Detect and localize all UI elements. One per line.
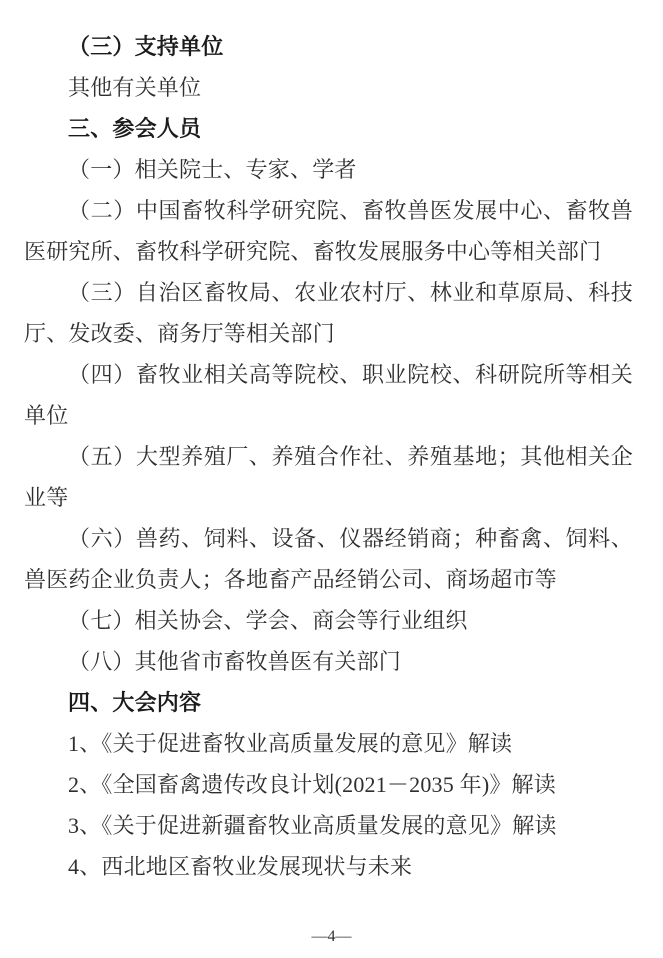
paragraph-attendees-2: （二）中国畜牧科学研究院、畜牧兽医发展中心、畜牧兽医研究所、畜牧科学研究院、畜牧发展服务中心等相关部门 — [24, 198, 633, 264]
heading-agenda: 四、大会内容 — [68, 690, 202, 715]
paragraph-attendees-8: （八）其他省市畜牧兽医有关部门 — [68, 649, 402, 674]
paragraph-agenda-item-2: 2、《全国畜禽遗传改良计划(2021－2035 年)》解读 — [68, 772, 556, 797]
paragraph-attendees-1: （一）相关院士、专家、学者 — [68, 157, 357, 182]
page-number: —4— — [311, 928, 352, 945]
document-content — [24, 26, 633, 887]
paragraph-agenda-item-4: 4、西北地区畜牧业发展现状与未来 — [68, 854, 413, 879]
paragraph-other-units: 其他有关单位 — [68, 75, 202, 100]
paragraph-attendees-3: （三）自治区畜牧局、农业农村厅、林业和草原局、科技厅、发改委、商务厅等相关部门 — [24, 280, 633, 346]
paragraph-attendees-5: （五）大型养殖厂、养殖合作社、养殖基地；其他相关企业等 — [24, 444, 633, 510]
paragraph-attendees-6: （六）兽药、饲料、设备、仪器经销商；种畜禽、饲料、兽医药企业负责人；各地畜产品经销公司、商场超市等 — [24, 526, 633, 592]
heading-attendees: 三、参会人员 — [68, 116, 202, 141]
paragraph-agenda-item-3: 3、《关于促进新疆畜牧业高质量发展的意见》解读 — [68, 813, 557, 838]
heading-support-units: （三）支持单位 — [68, 34, 224, 59]
paragraph-attendees-4: （四）畜牧业相关高等院校、职业院校、科研院所等相关单位 — [24, 362, 633, 428]
paragraph-agenda-item-1: 1、《关于促进畜牧业高质量发展的意见》解读 — [68, 731, 513, 756]
paragraph-attendees-7: （七）相关协会、学会、商会等行业组织 — [68, 608, 468, 633]
